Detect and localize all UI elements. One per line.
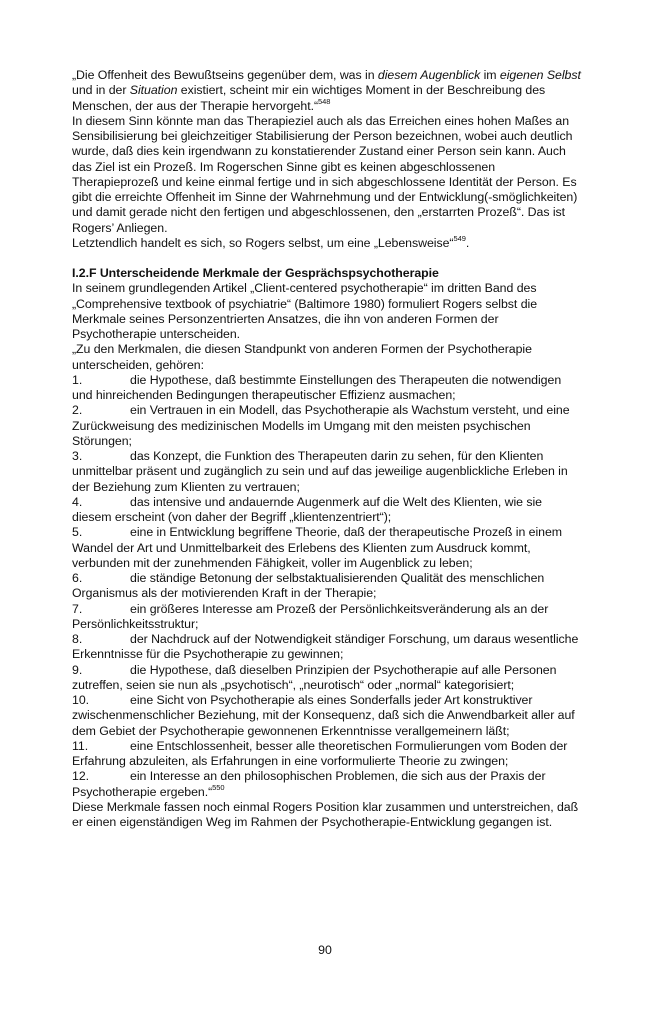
page-number: 90 <box>318 943 332 957</box>
quote-italic: Situation <box>129 83 178 98</box>
list-item-text: die Hypothese, daß dieselben Prinzipien der Psychotherapie auf alle Personen zutreffen, seien sie nun als „psychotisch“, „neurotisch“ oder „normal“ kategorisiert; <box>72 662 557 692</box>
list-item-number: 5. <box>72 525 83 540</box>
footnote-marker: 548 <box>318 96 331 106</box>
list-item <box>72 693 584 739</box>
list-item-text: eine in Entwicklung begriffene Theorie, daß der therapeutische Prozeß in einem Wandel der Art und Unmittelbarkeit des Erlebens des Klienten zum Ausdruck kommt, verbunden mit der zunehmenden Fähigkeit, voller im Augenblick zu leben; <box>72 525 563 570</box>
list-item <box>72 495 584 526</box>
list-item <box>72 632 584 663</box>
footnote-marker: 550 <box>212 782 225 792</box>
body-paragraph: Diese Merkmale fassen noch einmal Rogers Position klar zusammen und unterstreichen, daß er einen eigenständigen Weg im Rahmen der Psychotherapie-Entwicklung gegangen ist. <box>72 799 579 829</box>
list-item <box>72 663 584 694</box>
list-item <box>72 373 584 404</box>
body-paragraph <box>72 236 584 251</box>
list-item <box>72 449 584 495</box>
quote-text: und in der <box>72 83 130 98</box>
quote-italic: eigenen Selbst <box>499 68 581 82</box>
list-item-number: 1. <box>72 372 83 387</box>
list-item-number: 7. <box>72 601 83 616</box>
section-heading: I.2.F Unterscheidende Merkmale der Gesprächspsychotherapie <box>72 266 439 280</box>
list-item-number: 11. <box>72 738 89 753</box>
list-item-number: 3. <box>72 449 83 463</box>
list-item-text: die Hypothese, daß bestimmte Einstellungen des Therapeuten die notwendigen und hinreichenden Bedingungen therapeutischer Effizienz ausmachen; <box>72 372 562 402</box>
list-item <box>72 739 584 770</box>
list-item-text: der Nachdruck auf der Notwendigkeit ständiger Forschung, um daraus wesentliche Erkenntnisse für die Psychotherapie zu gewinnen; <box>72 632 579 662</box>
page-body <box>72 68 584 830</box>
list-item-number: 6. <box>72 571 83 585</box>
list-item-text: das intensive und andauernde Augenmerk auf die Welt des Klienten, wie sie diesem erscheint (von daher der Begriff „klientenzentriert“); <box>72 494 542 524</box>
list-item-number: 12. <box>72 769 90 784</box>
quote-paragraph <box>72 68 584 114</box>
list-item <box>72 571 584 602</box>
list-item <box>72 602 584 633</box>
quote-intro: „Zu den Merkmalen, die diesen Standpunkt von anderen Formen der Psychotherapie unterscheiden, gehören: <box>72 342 532 372</box>
footnote-marker: 549 <box>453 234 466 244</box>
body-text: . <box>465 235 470 250</box>
list-item-number: 8. <box>72 632 83 646</box>
list-item-text: ein Interesse an den philosophischen Problemen, die sich aus der Praxis der Psychotherapie ergeben.“ <box>72 769 546 799</box>
list-item-text: die ständige Betonung der selbstaktualisierenden Qualität des menschlichen Organismus als der motivierenden Kraft in der Therapie; <box>72 571 545 601</box>
list-item <box>72 403 584 449</box>
quote-text: im <box>480 68 500 82</box>
list-item-number: 2. <box>72 403 83 418</box>
body-paragraph: In seinem grundlegenden Artikel „Client-centered psychotherapie“ im dritten Band des „Comprehensive textbook of psychiatrie“ (Baltimore 1980) formuliert Rogers selbst die Merkmale seines Personzentrierten Ansatzes, die ihn von anderen Formen der Psychotherapie unterscheiden. <box>72 281 538 341</box>
list-item-number: 10. <box>72 693 90 707</box>
list-item-text: ein größeres Interesse am Prozeß der Persönlichkeitsveränderung als an der Persönlichkeitsstruktur; <box>72 601 549 631</box>
list-item-text: ein Vertrauen in ein Modell, das Psychotherapie als Wachstum versteht, und eine Zurückweisung des medizinischen Modells im Umgang mit den meisten psychischen Störungen; <box>72 403 570 448</box>
list-item-text: das Konzept, die Funktion des Therapeuten darin zu sehen, für den Klienten unmittelbar präsent und zugänglich zu sein und auf das jeweilige augenblickliche Erleben in der Beziehung zum Klienten zu vertrauen; <box>72 449 568 494</box>
list-item-number: 9. <box>72 662 83 677</box>
quote-italic: diesem Augenblick <box>377 68 481 82</box>
list-item <box>72 525 584 571</box>
list-item-text: eine Sicht von Psychotherapie als eines Sonderfalls jeder Art konstruktiver zwischenmenschlicher Beziehung, mit der Konsequenz, daß sich die Anwendbarkeit aller auf dem Gebiet der Psychotherapie gewonnenen Erkenntnisse verallgemeinern läßt; <box>72 693 575 738</box>
quote-text: „Die Offenheit des Bewußtseins gegenüber dem, was in <box>72 68 378 82</box>
list-item-number: 4. <box>72 494 83 509</box>
body-text: Letztendlich handelt es sich, so Rogers selbst, um eine „Lebensweise“ <box>72 235 454 250</box>
quote-text: existiert, scheint mir ein wichtiges Moment in der Beschreibung des Menschen, der aus der Therapie hervorgeht.“ <box>72 83 546 113</box>
list-item <box>72 769 584 800</box>
list-item-text: eine Entschlossenheit, besser alle theoretischen Formulierungen vom Boden der Erfahrung abzuleiten, als Erfahrungen in eine vorformulierte Theorie zu zwingen; <box>72 738 568 768</box>
numbered-list <box>72 373 584 800</box>
body-paragraph: In diesem Sinn könnte man das Therapieziel auch als das Erreichen eines hohen Maßes an Sensibilisierung bei gleichzeitiger Stabilisierung der Person bezeichnen, wobei auch deutlich wurde, daß dies kein irgendwann zu konstatierender Zustand einer Person sein kann. Auch das Ziel ist ein Prozeß. Im Rogerschen Sinne gibt es keinen abgeschlossenen Therapieprozeß und keine einmal fertige und in sich abgeschlossene Identität der Person. Es gibt die erreichte Offenheit im Sinne der Wahrnehmung und der Entwicklung(-smöglichkeiten) und damit gerade nicht den fertigen und abgeschlossenen, den „erstarrten Prozeß“. Das ist Rogers’ Anliegen. <box>72 113 578 235</box>
